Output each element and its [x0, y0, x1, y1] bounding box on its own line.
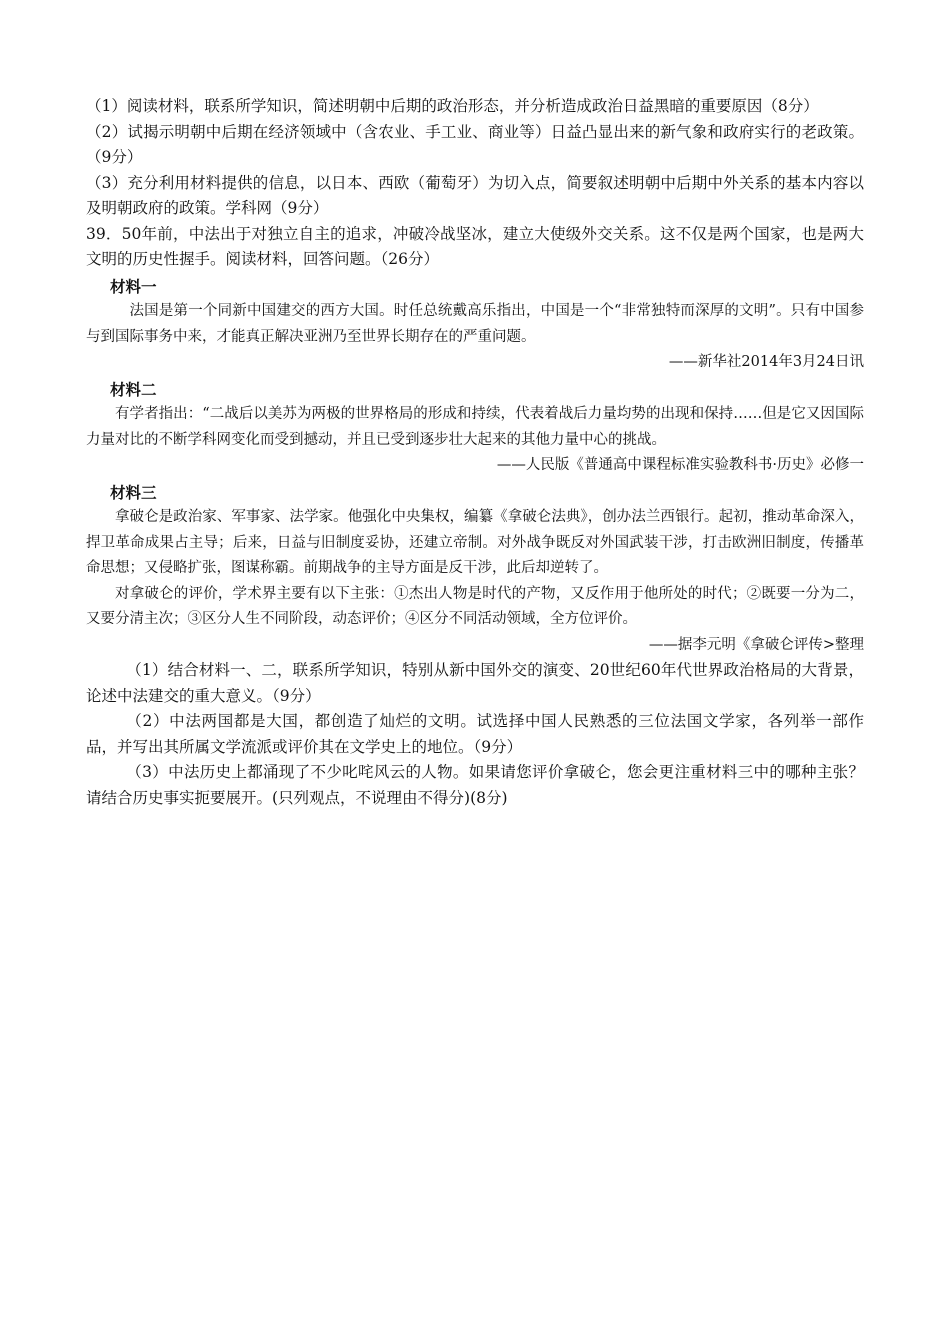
question-38-2: （2）试揭示明朝中后期在经济领域中（含农业、手工业、商业等）日益凸显出来的新气象和政府实行的老政策。（9分）	[86, 122, 864, 166]
question-39-2: （2）中法两国都是大国，都创造了灿烂的文明。试选择中国人民熟悉的三位法国文学家，各列举一部作品，并写出其所属文学流派或评价其在文学史上的地位。（9分）	[86, 712, 864, 756]
material-2-heading: 材料二	[110, 379, 157, 399]
material-3-source: ——据李元明《拿破仑评传>整理	[648, 636, 864, 653]
question-39-intro: 39．50年前，中法出于对独立自主的追求，冲破冷战坚冰，建立大使级外交关系。这不仅是两个国家，也是两大文明的历史性握手。阅读材料，回答问题。（26分）	[86, 224, 864, 268]
material-1-text: 法国是第一个同新中国建交的西方大国。时任总统戴高乐指出，中国是一个“非常独特而深厚的文明”。只有中国参与到国际事务中来，才能真正解决亚洲乃至世界长期存在的严重问题。	[86, 303, 864, 345]
question-39-3: （3）中法历史上都涌现了不少叱咤风云的人物。如果请您评价拿破仑，您会更注重材料三中的哪种主张？请结合历史事实扼要展开。(只列观点，不说理由不得分)(8分)	[86, 763, 864, 807]
exam-page	[86, 94, 864, 811]
material-1-heading: 材料一	[110, 276, 157, 296]
material-3-heading: 材料三	[110, 482, 157, 502]
question-38-1: （1）阅读材料，联系所学知识，简述明朝中后期的政治形态，并分析造成政治日益黑暗的重要原因（8分）	[86, 97, 819, 115]
material-2-text: 有学者指出：“二战后以美苏为两极的世界格局的形成和持续，代表着战后力量均势的出现和保持……但是它又因国际力量对比的不断学科网变化而受到撼动，并且已受到逐步壮大起来的其他力量中心的挑战。	[86, 406, 864, 448]
material-3-text-2: 对拿破仑的评价，学术界主要有以下主张：①杰出人物是时代的产物，又反作用于他所处的时代；②既要一分为二，又要分清主次；③区分人生不同阶段，动态评价；④区分不同活动领域，全方位评价。	[86, 585, 864, 627]
material-3-text-1: 拿破仑是政治家、军事家、法学家。他强化中央集权，编纂《拿破仑法典》，创办法兰西银行。起初，推动革命深入，捍卫革命成果占主导；后来，日益与旧制度妥协，还建立帝制。对外战争既反对外国武装干涉，打击欧洲旧制度，传播革命思想；又侵略扩张，图谋称霸。前期战争的主导方面是反干涉，此后却逆转了。	[86, 509, 864, 576]
question-39-1: （1）结合材料一、二，联系所学知识，特别从新中国外交的演变、20世纪60年代世界政治格局的大背景，论述中法建交的重大意义。（9分）	[86, 661, 864, 705]
question-38-3: （3）充分利用材料提供的信息，以日本、西欧（葡萄牙）为切入点，简要叙述明朝中后期中外关系的基本内容以及明朝政府的政策。学科网（9分）	[86, 173, 864, 217]
material-2-source: ——人民版《普通高中课程标准实验教科书·历史》必修一	[496, 457, 864, 473]
material-1-source: ——新华社2014年3月24日讯	[668, 354, 864, 370]
